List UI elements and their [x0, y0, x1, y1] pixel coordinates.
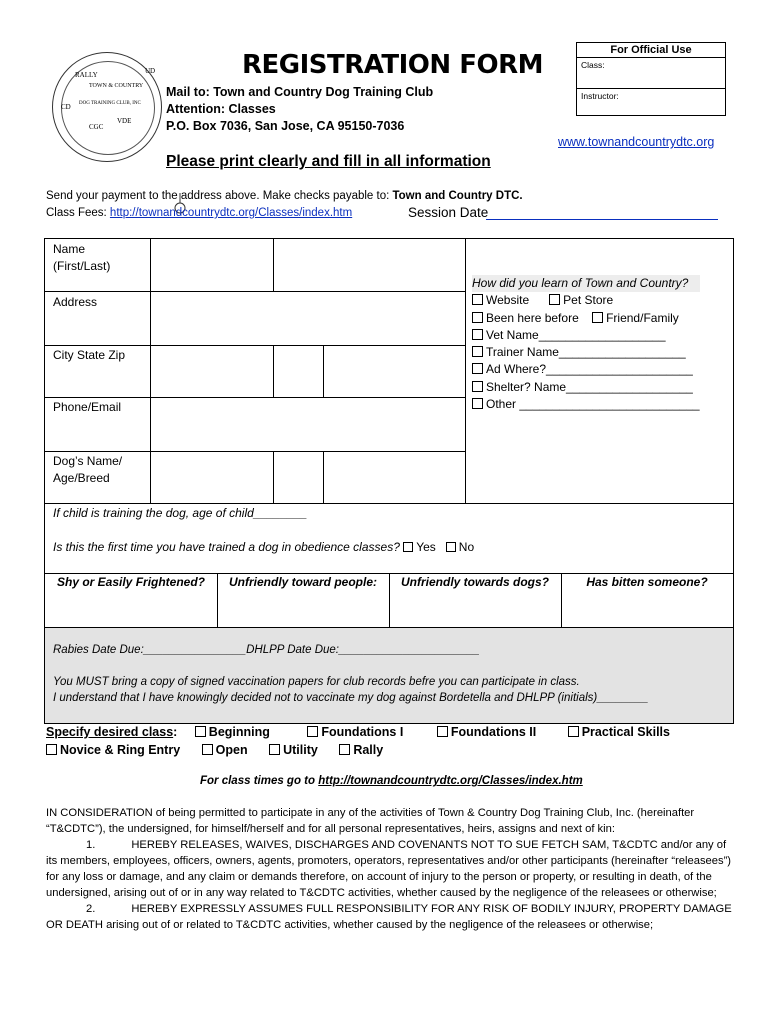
- grid-row-line: [45, 397, 465, 398]
- clause-1-text: HEREBY RELEASES, WAIVES, DISCHARGES AND COVENANTS NOT TO SUE FETCH SAM, T&CDTC and/or any of its members, employees, officers, owners, agents, promoters, operators, representatives and/or other participants (hereinafter “releasees”) for any loss or damage, and any claim or demands therefore, on account of injury to the person or property, or resulting in death, of the undersigned, arising out of or in any way related to T&CDTC activities, whether caused by the negligence of the releasees or otherwise;: [46, 839, 732, 899]
- grid-divider: [465, 239, 466, 503]
- logo-text-vde: VDE: [117, 117, 132, 125]
- mailing-address: [166, 84, 433, 135]
- trainer-option: Trainer Name___________________: [486, 345, 686, 360]
- logo-text-club: TOWN & COUNTRY: [89, 83, 144, 89]
- utility-option: Utility: [283, 743, 318, 757]
- shelter-option: Shelter? Name___________________: [486, 379, 693, 394]
- website-option: Website: [486, 293, 530, 308]
- yes-label: Yes: [416, 540, 436, 554]
- logo-text-cd: CD: [61, 103, 71, 111]
- referral-row: [472, 379, 700, 396]
- other-option: Other ___________________________: [486, 397, 700, 412]
- clause-2-text: HEREBY EXPRESSLY ASSUMES FULL RESPONSIBILITY FOR ANY RISK OF BODILY INJURY, PROPERTY DAMAGE OR DEATH arising out of or related to T&CDTC activities, whether caused by the negligence of the releasees or otherwise;: [46, 903, 732, 931]
- child-age-question: If child is training the dog, age of child________: [53, 506, 308, 520]
- club-logo: [52, 52, 162, 162]
- waiver-clause-1: [46, 837, 736, 901]
- grid-row-line: [45, 291, 465, 292]
- dog-label-text: Dog’s Name/: [53, 454, 123, 468]
- friend-family-option: Friend/Family: [606, 310, 679, 325]
- novice-checkbox[interactable]: [46, 744, 57, 755]
- form-title: REGISTRATION FORM: [242, 50, 543, 80]
- release-waiver: [46, 805, 736, 933]
- logo-text-ud: UD: [145, 67, 156, 75]
- referral-row: [472, 292, 700, 309]
- shelter-checkbox[interactable]: [472, 381, 483, 392]
- trainer-checkbox[interactable]: [472, 346, 483, 357]
- grid-divider: [273, 345, 274, 397]
- payable-to: Town and Country DTC.: [392, 190, 523, 202]
- referral-row: [472, 344, 700, 361]
- referral-question: How did you learn of Town and Country?: [472, 275, 700, 292]
- mail-to-line: Mail to: Town and Country Dog Training Club: [166, 85, 434, 99]
- session-date-label: Session Date: [408, 205, 489, 220]
- been-here-checkbox[interactable]: [472, 312, 483, 323]
- rally-option: Rally: [353, 743, 384, 757]
- grid-row-line: [45, 503, 733, 504]
- ad-option: Ad Where?______________________: [486, 362, 693, 377]
- name-label: [53, 241, 110, 275]
- official-use-box: [576, 42, 726, 116]
- print-instruction: Please print clearly and fill in all information: [166, 153, 491, 170]
- name-sub-text: (First/Last): [53, 259, 111, 273]
- name-label-text: Name: [53, 242, 86, 256]
- vaccination-note: You MUST bring a copy of signed vaccination papers for club records befre you can participate in class.: [53, 676, 580, 688]
- clause-2-number: 2.: [86, 903, 96, 915]
- utility-checkbox[interactable]: [269, 744, 280, 755]
- class-times-link[interactable]: http://townandcountrydtc.org/Classes/index.htm: [318, 775, 583, 787]
- payment-instruction: [46, 190, 523, 202]
- dog-info-label: [53, 453, 122, 487]
- referral-row: [472, 310, 700, 327]
- practical-skills-checkbox[interactable]: [568, 726, 579, 737]
- practical-skills-option: Practical Skills: [581, 725, 670, 739]
- official-instructor-label: Instructor:: [581, 91, 619, 101]
- been-here-option: Been here before: [486, 310, 579, 325]
- no-checkbox[interactable]: [446, 542, 456, 552]
- class-fees-line: [46, 207, 352, 219]
- beginning-checkbox[interactable]: [195, 726, 206, 737]
- waiver-intro: IN CONSIDERATION of being permitted to participate in any of the activities of Town & Country Dog Training Club, Inc. (hereinafter “T&CDTC”), the undersigned, for himself/herself and for all personal representatives, heirs, assigns and next of kin:: [46, 807, 695, 835]
- website-checkbox[interactable]: [472, 294, 483, 305]
- payment-send-text: Send your payment to the address above. Make checks payable to:: [46, 190, 393, 202]
- foundations-1-option: Foundations I: [321, 725, 404, 739]
- pet-store-checkbox[interactable]: [549, 294, 560, 305]
- unfriendly-people-header: Unfriendly toward people:: [228, 575, 377, 589]
- rally-checkbox[interactable]: [339, 744, 350, 755]
- vet-checkbox[interactable]: [472, 329, 483, 340]
- open-checkbox[interactable]: [202, 744, 213, 755]
- class-times-note: [200, 775, 583, 787]
- grid-divider: [323, 451, 324, 503]
- grid-row-line: [45, 451, 465, 452]
- logo-text-rally: RALLY: [75, 71, 98, 79]
- official-use-heading: For Official Use: [577, 43, 725, 58]
- class-fees-link[interactable]: http://townandcountrydtc.org/Classes/index.htm: [109, 207, 353, 219]
- foundations-1-checkbox[interactable]: [307, 726, 318, 737]
- friend-family-checkbox[interactable]: [592, 312, 603, 323]
- referral-row: [472, 396, 700, 413]
- first-time-text: Is this the first time you have trained a dog in obedience classes?: [53, 540, 404, 554]
- foundations-2-checkbox[interactable]: [437, 726, 448, 737]
- clause-1-number: 1.: [86, 839, 96, 851]
- vet-option: Vet Name___________________: [486, 327, 666, 342]
- official-class-label: Class:: [577, 58, 725, 89]
- rabies-dhlpp-line: Rabies Date Due:________________DHLPP Date Due:______________________: [53, 644, 480, 656]
- yes-checkbox[interactable]: [403, 542, 413, 552]
- beginning-option: Beginning: [208, 725, 270, 739]
- po-box-line: P.O. Box 7036, San Jose, CA 95150-7036: [166, 119, 405, 133]
- specify-class-label: Specify desired class: [46, 725, 174, 739]
- pet-store-option: Pet Store: [563, 293, 614, 308]
- class-row-2: [46, 741, 670, 759]
- class-times-text: For class times go to: [200, 775, 319, 787]
- no-label: No: [458, 540, 475, 554]
- bitten-header: Has bitten someone?: [586, 575, 708, 589]
- grid-divider: [273, 451, 274, 503]
- class-selection: [46, 723, 670, 759]
- city-state-zip-label: City State Zip: [53, 348, 126, 362]
- first-time-question: [53, 540, 474, 554]
- phone-email-label: Phone/Email: [53, 400, 122, 414]
- class-fees-label: Class Fees:: [46, 207, 110, 219]
- foundations-2-option: Foundations II: [450, 725, 537, 739]
- ad-checkbox[interactable]: [472, 363, 483, 374]
- logo-text-dtc: DOG TRAINING CLUB, INC: [79, 101, 141, 106]
- session-date-field[interactable]: [486, 219, 718, 220]
- other-checkbox[interactable]: [472, 398, 483, 409]
- novice-option: Novice & Ring Entry: [60, 743, 181, 757]
- unfriendly-dogs-header: Unfriendly towards dogs?: [400, 575, 549, 589]
- grid-divider: [150, 239, 151, 503]
- grid-divider: [323, 345, 324, 397]
- attention-line: Attention: Classes: [166, 102, 276, 116]
- grid-divider: [273, 239, 274, 291]
- referral-row: [472, 361, 700, 378]
- referral-row: [472, 327, 700, 344]
- vaccination-waiver: I understand that I have knowingly decided not to vaccinate my dog against Bordetella and DHLPP (initials)________: [53, 692, 649, 704]
- grid-row-line: [45, 345, 465, 346]
- shy-header: Shy or Easily Frightened?: [56, 575, 206, 589]
- referral-section: [472, 275, 700, 413]
- class-row-1: Specify desired class: Beginning Foundations I Foundations II Practical Skills: [46, 725, 670, 739]
- dog-sub-text: Age/Breed: [53, 471, 110, 485]
- website-link[interactable]: www.townandcountrydtc.org: [558, 135, 715, 149]
- waiver-clause-2: [46, 901, 736, 933]
- address-label: Address: [53, 295, 98, 309]
- logo-text-cgc: CGC: [89, 123, 104, 131]
- open-option: Open: [215, 743, 248, 757]
